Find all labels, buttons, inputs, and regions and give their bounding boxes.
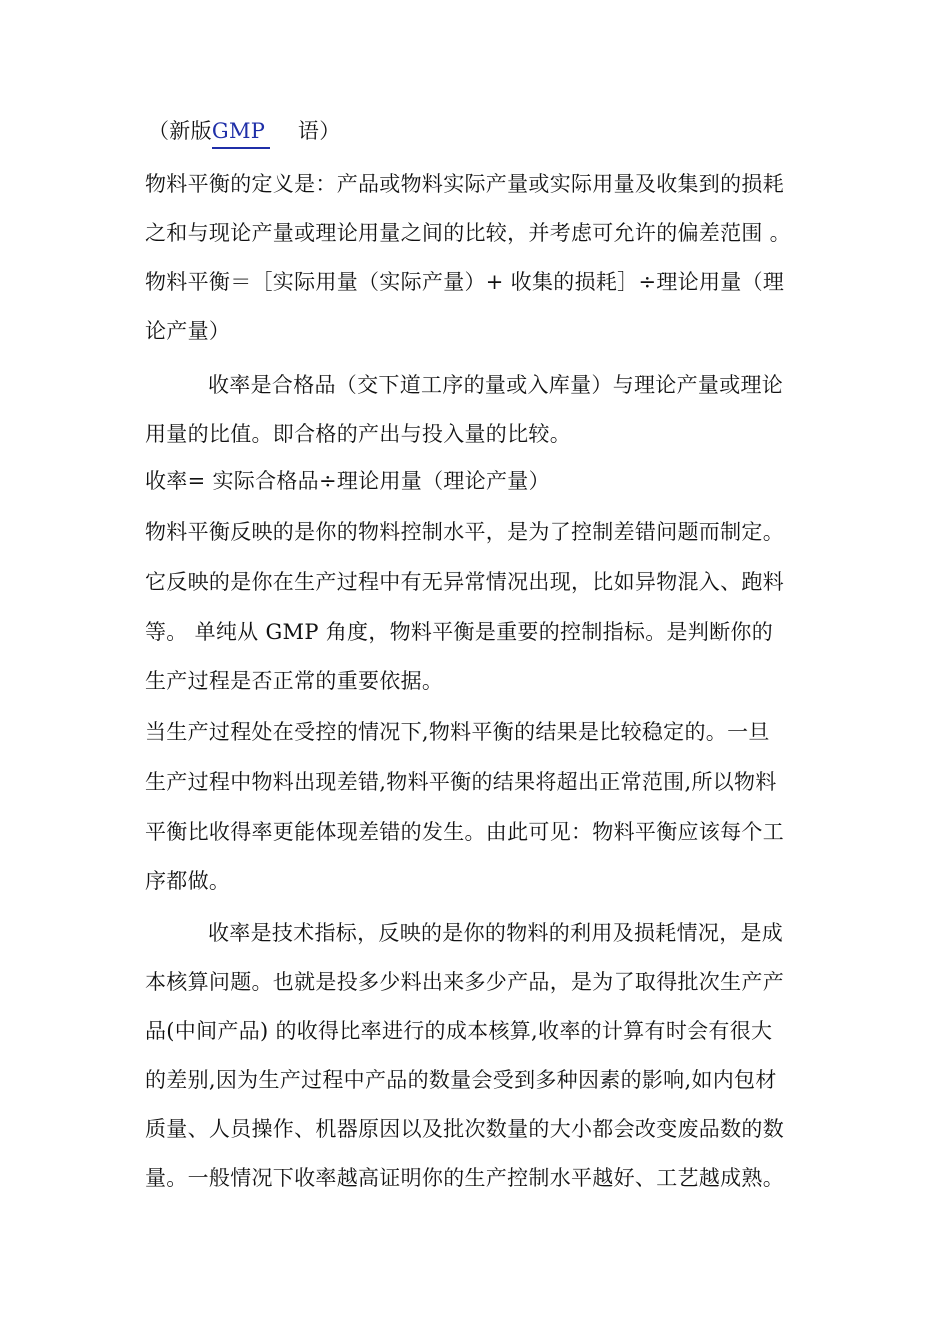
para-line: 它反映的是你在生产过程中有无异常情况出现，比如异物混入、跑料 [145, 570, 784, 594]
para-line: 质量、人员操作、机器原因以及批次数量的大小都会改变废品数的数 [145, 1117, 784, 1141]
para-line: 生产过程是否正常的重要依据。 [145, 669, 444, 693]
gmp-link[interactable]: GMP [212, 119, 270, 149]
doc-heading [148, 116, 341, 149]
para-line: 生产过程中物料出现差错,物料平衡的结果将超出正常范围,所以物料 [145, 770, 777, 794]
para-line: 物料平衡的定义是：产品或物料实际产量或实际用量及收集到的损耗 [145, 172, 784, 196]
para-line: 品(中间产品) 的收得比率进行的成本核算,收率的计算有时会有很大 [145, 1019, 773, 1043]
para-line: 物料平衡＝［实际用量（实际产量）+ 收集的损耗］÷理论用量（理 [145, 270, 785, 294]
para-line: 之和与现论产量或理论用量之间的比较，并考虑可允许的偏差范围 。 [145, 221, 791, 245]
para-line: 的差别,因为生产过程中产品的数量会受到多种因素的影响,如内包材 [145, 1068, 777, 1092]
para-line: 论产量） [145, 319, 231, 343]
para-line: 序都做。 [145, 869, 231, 893]
para-line: 物料平衡反映的是你的物料控制水平，是为了控制差错问题而制定。 [145, 520, 784, 544]
para-line: 本核算问题。也就是投多少料出来多少产品，是为了取得批次生产产 [145, 970, 784, 994]
para-line: 收率是技术指标，反映的是你的物料的利用及损耗情况，是成 [208, 921, 784, 945]
para-line: 当生产过程处在受控的情况下,物料平衡的结果是比较稳定的。一旦 [145, 720, 770, 744]
para-line: 用量的比值。即合格的产出与投入量的比较。 [145, 422, 571, 446]
para-line: 等。 单纯从 GMP 角度，物料平衡是重要的控制指标。是判断你的 [145, 620, 774, 644]
para-line: 量。一般情况下收率越高证明你的生产控制水平越好、工艺越成熟。 [145, 1166, 784, 1190]
heading-close-text: 语） [297, 119, 341, 143]
heading-open-text: （新版 [148, 119, 212, 143]
para-line: 收率是合格品（交下道工序的量或入库量）与理论产量或理论 [208, 373, 784, 397]
para-line: 平衡比收得率更能体现差错的发生。由此可见：物料平衡应该每个工 [145, 820, 784, 844]
para-line: 收率= 实际合格品÷理论用量（理论产量） [145, 469, 550, 493]
